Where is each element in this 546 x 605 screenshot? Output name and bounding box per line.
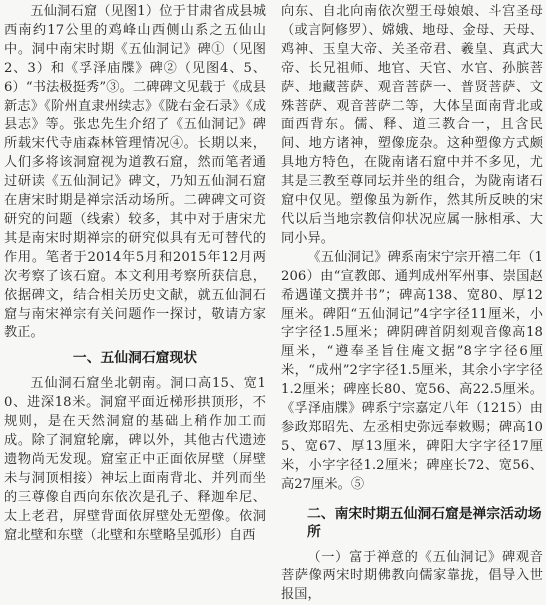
left-column	[4, 3, 266, 545]
section-heading-status: 一、五仙洞石窟现状	[72, 350, 198, 367]
section-heading-zen: 二、南宋时期五仙洞石窟是禅宗活动场所	[307, 505, 542, 540]
right-column	[281, 3, 543, 605]
stele-description-paragraph: 《五仙洞记》碑系南宋宁宗开禧二年（1206）由“宣教郎、通判成州军州事、崇国赵希遇谨文撰并书”；碑高138、宽80、厚12厘米。碑阳“五仙洞记”4字字径11厘米，小字字径1.5厘米；碑阴碑首阴刻观音像高18厘米，“遵奉圣旨住庵文据”8字字径6厘米，“成州”2字字径1.5厘米，其余小字字径1.2厘米；碑座长80、宽56、高22.5厘米。《孚泽庙牒》碑系宁宗嘉定八年（1215）由参政郑昭先、左丞相史弥远奉敕赐；碑高105、宽67、厚13厘米，碑阳大字字径17厘米，小字字径1.2厘米；碑座长72、宽56、高27厘米。⑤	[281, 249, 543, 492]
cave-status-paragraph: 五仙洞石窟坐北朝南。洞口高15、宽10、进深18米。洞窟平面近梯形拱顶形，不规则，是在天然洞窟的基础上稍作加工而成。除了洞窟轮廓，碑以外，其他古代遗迹遗物尚无发现。窟室正中正面依屏壁（屏壁未与洞顶相接）神坛上面南背北、并列而坐的三尊像自西向东依次是孔子、释迦牟尼、太上老君，屏壁背面依屏壁处无塑像。依洞窟北壁和东壁（北壁和东壁略呈弧形）自西	[4, 376, 266, 543]
intro-paragraph: 五仙洞石窟（见图1）位于甘肃省成县城西南约17公里的鸡峰山西侧山系之五仙山中。洞中南宋时期《五仙洞记》碑①（见图2、3）和《孚泽庙牒》碑②（见图4、5、6）“书法极挺秀”③。二碑碑文见载于《成县新志》《阶州直隶州续志》《陇右金石录》《成县志》等。张忠先生介绍了《五仙洞记》碑所载宋代寺庙森林管理情况④。长期以来，人们多将该洞窟视为道教石窟，然而笔者通过研读《五仙洞记》碑文，乃知五仙洞石窟在唐宋时期是禅宗活动场所。二碑碑文可资研究的问题（线索）较多，其中对于唐宋尤其是南宋时期禅宗的研究似具有无可替代的作用。笔者于2014年5月和2015年12月两次考察了该石窟。本文利用考察所获信息，依据碑文，结合相关历史文献，就五仙洞石窟与南宋禅宗有关问题作一探讨，敬请方家教正。	[4, 4, 266, 341]
statue-list-paragraph: 向东、自北向南依次塑王母娘娘、斗宫圣母（或言阿修罗）、嫦娥、地母、金母、天母、鸡神、玉皇大帝、关圣帝君、羲皇、真武大帝、长兄祖师、地官、天官、水官、孙膑菩萨、地藏菩萨、观音菩萨一、普贤菩萨、文殊菩萨、观音菩萨二等，大体呈面南背北或面西背东。儒、释、道三教合一，且含民间、地方诸神，塑像庞杂。这种塑像方式颇具地方特色，在陇南诸石窟中并不多见，尤其是三教至尊同坛并坐的组合，为陇南诸石窟中仅见。塑像虽为新作，然其所反映的宋代以后当地宗教信仰状况应属一脉相承、大同小异。	[281, 4, 543, 246]
zen-intro-paragraph: （一）富于禅意的《五仙洞记》碑观音菩萨像两宋时期佛教向儒家靠拢，倡导入世报国，	[281, 549, 543, 603]
